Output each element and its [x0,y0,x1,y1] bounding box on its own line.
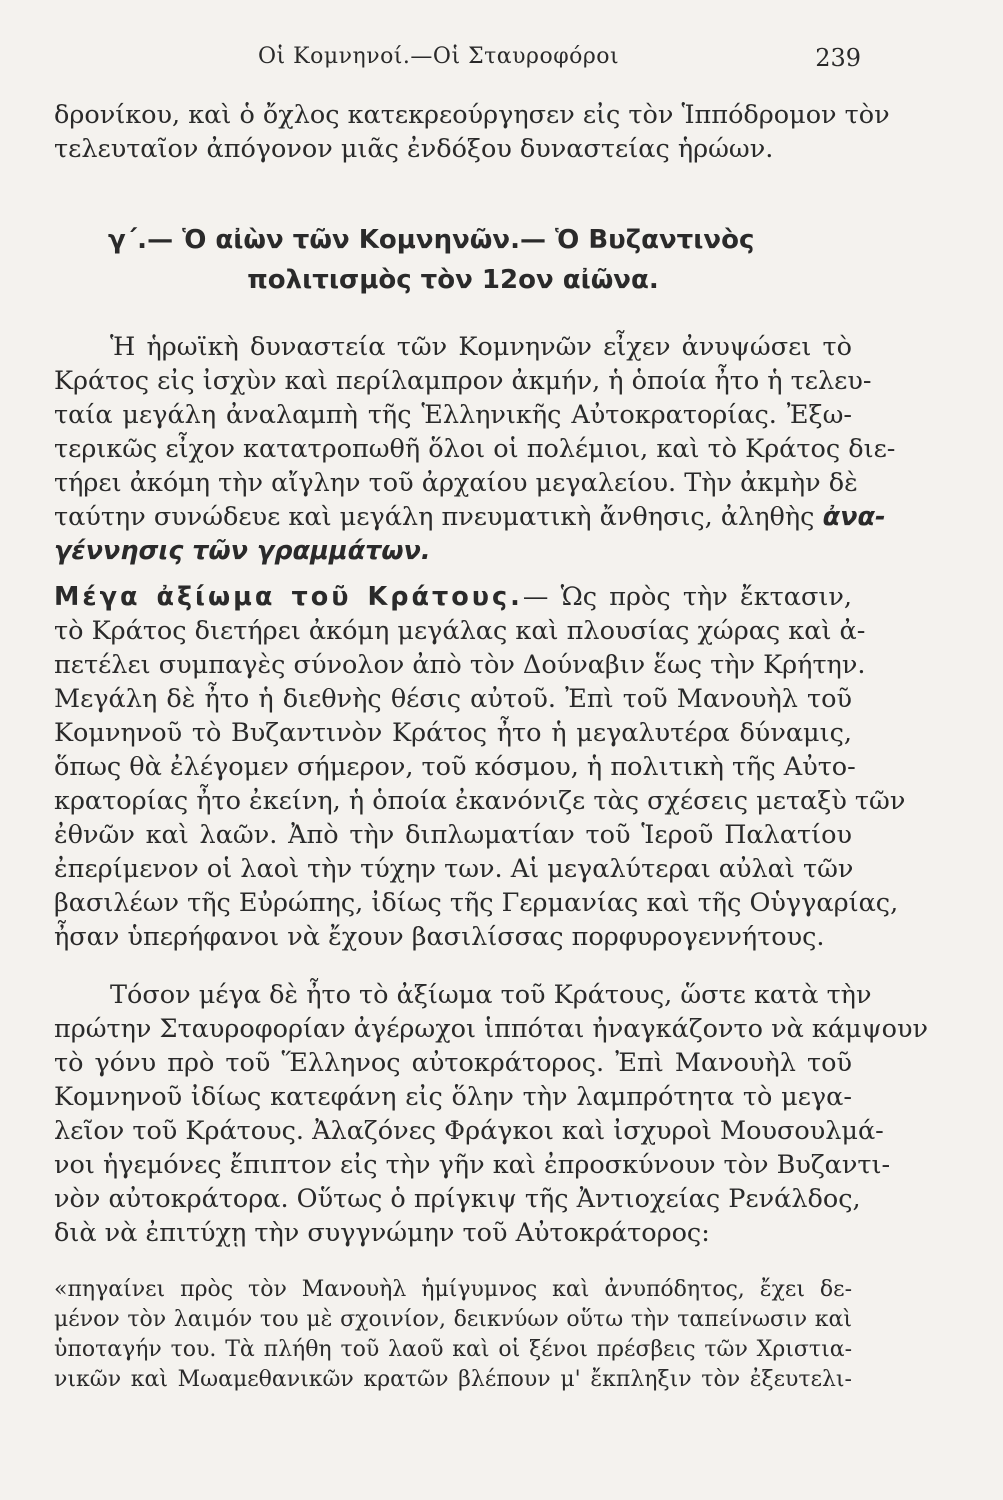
text-line: τήρει ἀκόμη τὴν αἴγλην τοῦ ἀρχαίου μεγαλείου. Τὴν ἀκμὴν δὲ [54,468,858,498]
text-line: λεῖον τοῦ Κράτους. Ἀλαζόνες Φράγκοι καὶ ἰσχυροὶ Μουσουλμά- [54,1116,884,1146]
text-segment: — Ὡς πρὸς τὴν ἔκτασιν, [522,582,852,612]
emphasis-text: γέννησις τῶν γραμμάτων. [54,536,431,566]
paragraph-heroic-dynasty [54,330,896,568]
text-line: Κράτος εἰς ἰσχὺν καὶ περίλαμπρον ἀκμήν, ἡ ὁποία ἦτο ἡ τελευ- [54,366,872,396]
text-line: τὸ Κράτος διετήρει ἀκόμη μεγάλας καὶ πλουσίας χώρας καὶ ἀ- [54,616,866,646]
section-heading-line: πολιτισμὸς τὸν 12ον αἰῶνα. [247,265,659,295]
text-line: βασιλέων τῆς Εὐρώπης, ἰδίως τῆς Γερμανίας καὶ τῆς Οὑγγαρίας, [54,888,899,918]
section-heading [54,220,852,300]
text-line: Κομνηνοῦ ἰδίως κατεφάνη εἰς ὅλην τὴν λαμπρότητα τὸ μεγα- [54,1082,852,1112]
inline-heading: Μέγα ἀξίωμα τοῦ Κράτους. [54,582,523,612]
block-quote [54,1275,852,1395]
text-line [54,580,852,614]
text-line: Μεγάλη δὲ ἦτο ἡ διεθνὴς θέσις αὐτοῦ. Ἐπὶ τοῦ Μανουὴλ τοῦ [54,684,852,714]
page-number: 239 [815,44,861,72]
text-line: ἦσαν ὑπερήφανοι νὰ ἔχουν βασιλίσσας πορφυρογεννήτους. [54,922,825,952]
section-heading-line: γ΄.— Ὁ αἰὼν τῶν Κομνηνῶν.— Ὁ Βυζαντινὸς [108,225,755,255]
quote-line: ὑποταγήν του. Τὰ πλήθη τοῦ λαοῦ καὶ οἱ ξένοι πρέσβεις τῶν Χριστια- [54,1337,852,1362]
text-line: ἐπερίμενον οἱ λαοὶ τὴν τύχην των. Αἱ μεγαλύτεραι αὐλαὶ τῶν [54,854,854,884]
quote-line: «πηγαίνει πρὸς τὸν Μανουὴλ ἡμίγυμνος καὶ ἀνυπόδητος, ἔχει δε- [54,1277,852,1302]
text-line: τερικῶς εἶχον κατατροπωθῆ ὅλοι οἱ πολέμιοι, καὶ τὸ Κράτος διε- [54,434,896,464]
text-line: τὸ γόνυ πρὸ τοῦ Ἕλληνος αὐτοκράτορος. Ἐπὶ Μανουὴλ τοῦ [54,1048,852,1078]
text-line: ὅπως θὰ ἐλέγομεν σήμερον, τοῦ κόσμου, ἡ πολιτικὴ τῆς Αὐτο- [54,752,856,782]
paragraph-crusade [54,978,928,1250]
text-line: Ἡ ἡρωϊκὴ δυναστεία τῶν Κομνηνῶν εἶχεν ἀνυψώσει τὸ [110,332,852,362]
text-line: ἐθνῶν καὶ λαῶν. Ἀπὸ τὴν διπλωματίαν τοῦ Ἱεροῦ Παλατίου [54,820,852,850]
intro-paragraph [54,98,890,166]
text-line: πρώτην Σταυροφορίαν ἀγέρωχοι ἱππόται ἠναγκάζοντο νὰ κάμψουν [54,1014,928,1044]
text-line: νὸν αὐτοκράτορα. Οὕτως ὁ πρίγκιψ τῆς Ἀντιοχείας Ρενάλδος, [54,1184,861,1214]
text-line: νοι ἡγεμόνες ἔπιπτον εἰς τὴν γῆν καὶ ἐπροσκύνουν τὸν Βυζαντι- [54,1150,891,1180]
quote-line: νικῶν καὶ Μωαμεθανικῶν κρατῶν βλέπουν μ' ἔκπληξιν τὸν ἐξευτελι- [54,1367,852,1392]
text-line: δρονίκου, καὶ ὁ ὄχλος κατεκρεούργησεν εἰς τὸν Ἱππόδρομον τὸν [54,100,890,130]
running-head: Οἱ Κομνηνοί.—Οἱ Σταυροφόροι [258,44,620,69]
text-line: Τόσον μέγα δὲ ἦτο τὸ ἀξίωμα τοῦ Κράτους, ὥστε κατὰ τὴν [110,980,872,1010]
text-line: κρατορίας ἦτο ἐκείνη, ἡ ὁποία ἐκανόνιζε τὰς σχέσεις μεταξὺ τῶν [54,786,906,816]
text-line: πετέλει συμπαγὲς σύνολον ἀπὸ τὸν Δούναβιν ἕως τὴν Κρήτην. [54,650,866,680]
paragraph-state-prestige [54,580,906,954]
text-line: ταία μεγάλη ἀναλαμπὴ τῆς Ἑλληνικῆς Αὐτοκρατορίας. Ἐξω- [54,400,852,430]
text-line: διὰ νὰ ἐπιτύχῃ τὴν συγγνώμην τοῦ Αὐτοκράτορος: [54,1218,710,1248]
text-segment: ταύτην συνώδευε καὶ μεγάλη πνευματικὴ ἄνθησις, ἀληθὴς [54,502,815,532]
quote-line: μένον τὸν λαιμόν του μὲ σχοινίον, δεικνύων οὕτω τὴν ταπείνωσιν καὶ [54,1307,852,1332]
text-line: τελευταῖον ἀπόγονον μιᾶς ἐνδόξου δυναστείας ἡρώων. [54,134,774,164]
emphasis-text: ἀνα- [822,502,886,532]
text-line [54,500,886,534]
text-line: Κομνηνοῦ τὸ Βυζαντινὸν Κράτος ἦτο ἡ μεγαλυτέρα δύναμις, [54,718,852,748]
